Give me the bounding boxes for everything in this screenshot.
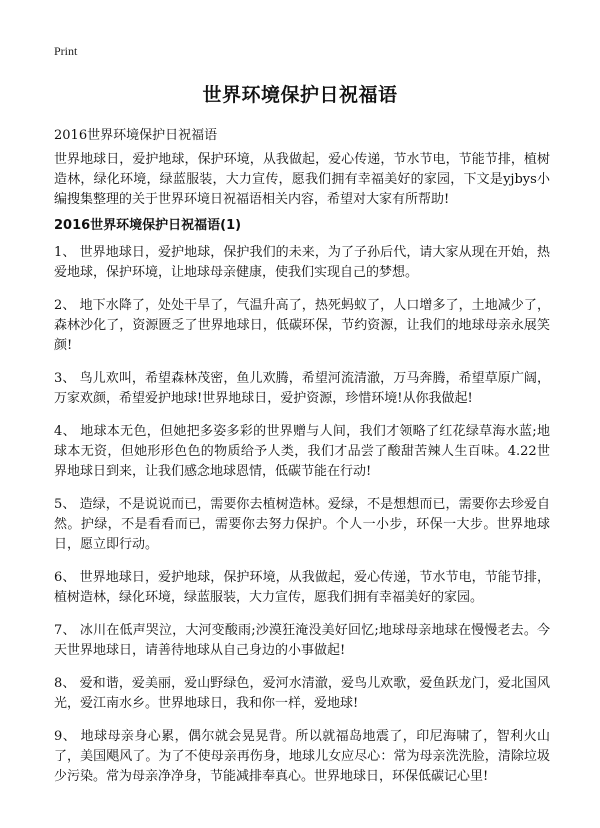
list-item: 8、 爱和谐，爱美丽，爱山野绿色，爱河水清澈，爱鸟儿欢歌，爱鱼跃龙门，爱北国风光，爱江南水乡。世界地球日，我和你一样，爱地球! bbox=[54, 676, 550, 711]
list-item: 9、 地球母亲身心累，偶尔就会晃晃背。所以就福岛地震了，印尼海啸了，智利火山了，美国飓风了。为了不使母亲再伤身，地球儿女应尽心：常为母亲洗洗脸，清除垃圾少污染。常为母亲净净身，节能减排奉真心。世界地球日，环保低碳记心里! bbox=[54, 729, 550, 784]
print-link[interactable]: Print bbox=[54, 44, 78, 58]
list-item: 6、 世界地球日，爱护地球，保护环境，从我做起，爱心传递，节水节电，节能节排，植树造林，绿化环境，绿蓝服装，大力宣传，愿我们拥有幸福美好的家园。 bbox=[54, 570, 550, 605]
list-item: 7、 冰川在低声哭泣，大河变酸雨;沙漠狂淹没美好回忆;地球母亲地球在慢慢老去。今天世界地球日，请善待地球从自己身边的小事做起! bbox=[54, 623, 550, 658]
list-item: 4、 地球本无色，但她把多姿多彩的世界赠与人间，我们才领略了红花绿草海水蓝;地球本无资，但她形形色色的物质给予人类，我们才品尝了酸甜苦辣人生百味。4.22世界地球日到来，让我们感念地球恩情，低碳节能在行动! bbox=[54, 424, 550, 479]
page-title: 世界环境保护日祝福语 bbox=[202, 84, 398, 106]
list-item: 2、 地下水降了，处处干旱了，气温升高了，热死蚂蚁了，人口增多了，土地减少了，森林沙化了，资源匮乏了世界地球日，低碳环保，节约资源，让我们的地球母亲永展笑颜! bbox=[54, 298, 550, 353]
list-item: 5、 造绿，不是说说而已，需要你去植树造林。爱绿，不是想想而已，需要你去珍爱自然。护绿，不是看看而已，需要你去努力保护。个人一小步，环保一大步。世界地球日，愿立即行动。 bbox=[54, 497, 550, 552]
subtitle: 2016世界环境保护日祝福语 bbox=[54, 128, 218, 143]
section-heading: 2016世界环境保护日祝福语(1) bbox=[54, 218, 242, 233]
wish-list bbox=[54, 243, 550, 800]
intro-paragraph: 世界地球日，爱护地球，保护环境，从我做起，爱心传递，节水节电，节能节排，植树造林，绿化环境，绿蓝服装，大力宣传，愿我们拥有幸福美好的家园，下文是yjbys小编搜集整理的关于世界环境日祝福语相关内容，希望对大家有所帮助! bbox=[54, 152, 550, 207]
list-item: 1、 世界地球日，爱护地球，保护我们的未来，为了子孙后代，请大家从现在开始，热爱地球，保护环境，让地球母亲健康，使我们实现自己的梦想。 bbox=[54, 245, 550, 280]
list-item: 3、 鸟儿欢叫，希望森林茂密，鱼儿欢腾，希望河流清澈，万马奔腾，希望草原广阔，万家欢颜，希望爱护地球!世界地球日，爱护资源，珍惜环境!从你我做起! bbox=[54, 371, 550, 406]
